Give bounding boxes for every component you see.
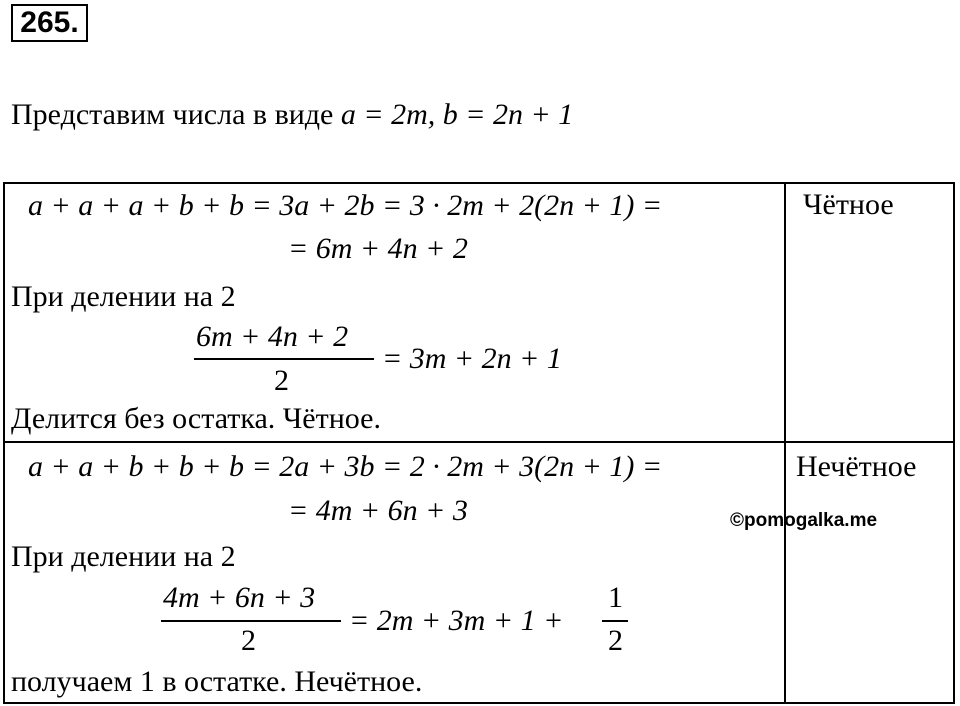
row2-fraction-denominator: 2 xyxy=(241,624,256,657)
problem-number: 265. xyxy=(11,4,88,42)
table-middle-border xyxy=(3,441,955,443)
table-bottom-border xyxy=(3,702,955,704)
row1-division-label: При делении на 2 xyxy=(11,280,236,313)
watermark: ©pomogalka.me xyxy=(730,510,878,531)
row2-conclusion: получаем 1 в остатке. Нечётное. xyxy=(11,665,423,698)
table-left-border xyxy=(3,182,5,704)
intro-label: Представим числа в виде xyxy=(11,98,341,131)
row2-small-fraction-denominator: 2 xyxy=(608,624,623,657)
row1-conclusion: Делится без остатка. Чётное. xyxy=(11,402,381,435)
table-column-divider xyxy=(784,182,786,704)
row2-small-fraction-bar xyxy=(602,620,628,622)
row1-equation-line1: a + a + a + b + b = 3a + 2b = 3 · 2m + 2(2n + 1) = xyxy=(28,189,663,222)
row1-fraction-denominator: 2 xyxy=(274,364,289,397)
row2-fraction-bar xyxy=(161,620,341,622)
row1-verdict: Чётное xyxy=(803,188,894,221)
row2-small-fraction-numerator: 1 xyxy=(608,581,623,614)
intro-formula: a = 2m, b = 2n + 1 xyxy=(340,98,574,131)
row1-fraction-numerator: 6m + 4n + 2 xyxy=(196,320,349,353)
intro-text xyxy=(11,100,573,130)
row2-verdict: Нечётное xyxy=(796,450,917,483)
row2-fraction-numerator: 4m + 6n + 3 xyxy=(163,581,316,614)
row2-equation-line2: = 4m + 6n + 3 xyxy=(288,494,468,527)
table-top-border xyxy=(3,182,955,184)
row1-equation-line2: = 6m + 4n + 2 xyxy=(288,232,468,265)
row2-fraction-result: = 2m + 3m + 1 + xyxy=(349,604,564,637)
row1-fraction-bar xyxy=(194,358,374,360)
row1-fraction-result: = 3m + 2n + 1 xyxy=(382,342,562,375)
row2-equation-line1: a + a + b + b + b = 2a + 3b = 2 · 2m + 3(2n + 1) = xyxy=(28,450,663,483)
row2-division-label: При делении на 2 xyxy=(11,540,236,573)
table-right-border xyxy=(953,182,955,704)
